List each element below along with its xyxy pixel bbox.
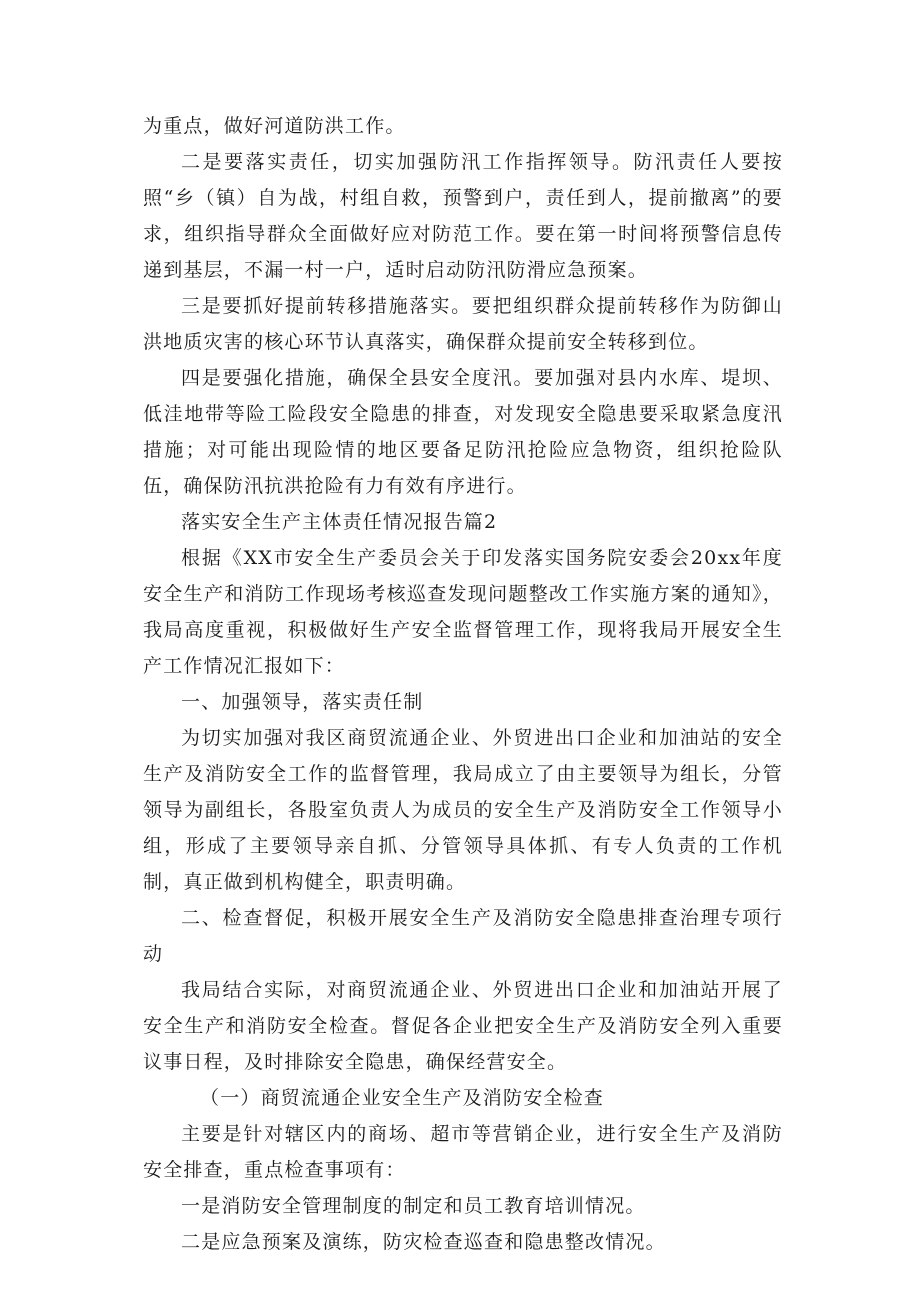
- document-page: [143, 108, 783, 1260]
- list-item-emergency: 二是应急预案及演练，防灾检查巡查和隐患整改情况。: [181, 1231, 666, 1253]
- heading-leadership: 一、加强领导，落实责任制: [181, 691, 424, 713]
- paragraph-inspection: 我局结合实际，对商贸流通企业、外贸进出口企业和加油站开展了安全生产和消防安全检查。督促各企业把安全生产及消防安全列入重要议事日程，及时排除安全隐患，确保经营安全。: [143, 979, 783, 1073]
- paragraph-intro: 根据《XX市安全生产委员会关于印发落实国务院安委会20xx年度安全生产和消防工作现场考核巡查发现问题整改工作实施方案的通知》，我局高度重视，积极做好生产安全监督管理工作，现将我局开展安全生产工作情况汇报如下：: [143, 547, 783, 677]
- list-item-fire-safety: 一是消防安全管理制度的制定和员工教育培训情况。: [181, 1195, 646, 1217]
- paragraph-continuation: 为重点，做好河道防洪工作。: [143, 115, 406, 137]
- paragraph-responsibility: 二是要落实责任，切实加强防汛工作指挥领导。防汛责任人要按照“乡（镇）自为战，村组自救，预警到户，责任到人，提前撤离”的要求，组织指导群众全面做好应对防范工作。要在第一时间将预警信息传递到基层，不漏一村一户，适时启动防汛防滑应急预案。: [143, 151, 783, 281]
- paragraph-leadership: 为切实加强对我区商贸流通企业、外贸进出口企业和加油站的安全生产及消防安全工作的监督管理，我局成立了由主要领导为组长，分管领导为副组长，各股室负责人为成员的安全生产及消防安全工作领导小组，形成了主要领导亲自抓、分管领导具体抓、有专人负责的工作机制，真正做到机构健全，职责明确。: [143, 727, 783, 893]
- paragraph-measures: 四是要强化措施，确保全县安全度汛。要加强对县内水库、堤坝、低洼地带等险工险段安全隐患的排查，对发现安全隐患要采取紧急度汛措施；对可能出现险情的地区要备足防汛抢险应急物资，组织抢险队伍，确保防汛抗洪抢险有力有效有序进行。: [143, 367, 783, 497]
- paragraph-commerce: 主要是针对辖区内的商场、超市等营销企业，进行安全生产及消防安全排查，重点检查事项有：: [143, 1123, 783, 1181]
- section-title-report-2: 落实安全生产主体责任情况报告篇2: [181, 511, 498, 533]
- paragraph-evacuation: 三是要抓好提前转移措施落实。要把组织群众提前转移作为防御山洪地质灾害的核心环节认真落实，确保群众提前安全转移到位。: [143, 295, 783, 353]
- heading-inspection: 二、检查督促，积极开展安全生产及消防安全隐患排查治理专项行动: [143, 907, 783, 965]
- subheading-commerce: （一）商贸流通企业安全生产及消防安全检查: [200, 1087, 605, 1109]
